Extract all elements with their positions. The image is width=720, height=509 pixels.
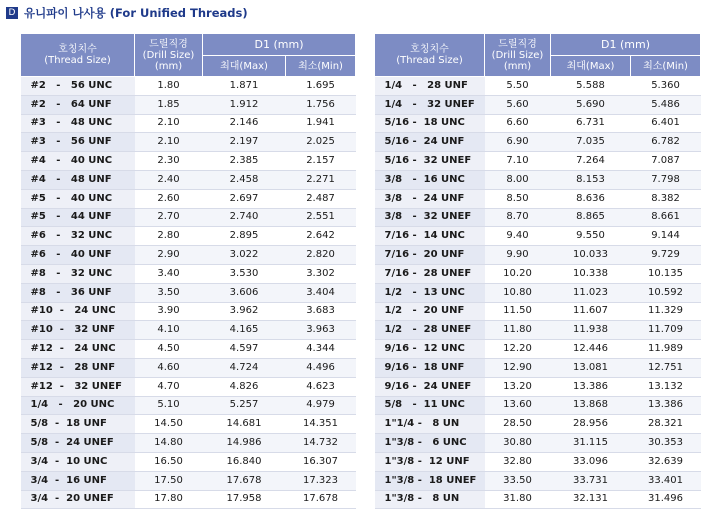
table-row <box>375 340 701 359</box>
d1-max-cell: 13.386 <box>551 377 631 396</box>
drill-size-cell: 17.80 <box>135 490 203 509</box>
page-title <box>6 4 248 22</box>
d1-min-cell: 11.709 <box>631 321 701 340</box>
drill-size-cell: 5.60 <box>485 95 551 114</box>
drill-size-cell: 2.80 <box>135 227 203 246</box>
table-row <box>21 340 356 359</box>
thread-size-cell: 1/4 - 28 UNF <box>375 77 485 96</box>
d1-max-cell: 2.146 <box>203 114 286 133</box>
d1-max-cell: 28.956 <box>551 415 631 434</box>
drill-size-cell: 6.60 <box>485 114 551 133</box>
drill-size-cell: 5.50 <box>485 77 551 96</box>
table-row <box>21 95 356 114</box>
drill-size-cell: 2.30 <box>135 152 203 171</box>
drill-size-cell: 4.70 <box>135 377 203 396</box>
d1-min-cell: 30.353 <box>631 434 701 453</box>
header-max: 최대(Max) <box>203 56 286 77</box>
table-row <box>21 227 356 246</box>
drill-size-cell: 3.90 <box>135 302 203 321</box>
table-row <box>375 415 701 434</box>
header-max: 최대(Max) <box>551 56 631 77</box>
thread-size-cell: 3/8 - 16 UNC <box>375 170 485 189</box>
thread-size-cell: 7/16 - 14 UNC <box>375 227 485 246</box>
d1-max-cell: 6.731 <box>551 114 631 133</box>
d1-min-cell: 14.351 <box>286 415 356 434</box>
table-row <box>375 434 701 453</box>
thread-size-cell: 1"3/8 - 12 UNF <box>375 452 485 471</box>
table-row <box>375 133 701 152</box>
thread-size-cell: 9/16 - 24 UNEF <box>375 377 485 396</box>
header-d1: D1 (mm) <box>551 34 701 56</box>
drill-size-cell: 4.60 <box>135 358 203 377</box>
table-row <box>21 377 356 396</box>
d1-min-cell: 1.756 <box>286 95 356 114</box>
d1-min-cell: 7.798 <box>631 170 701 189</box>
table-row <box>375 152 701 171</box>
table-row <box>375 321 701 340</box>
thread-size-cell: 1/4 - 32 UNEF <box>375 95 485 114</box>
d1-max-cell: 1.871 <box>203 77 286 96</box>
d1-min-cell: 2.271 <box>286 170 356 189</box>
d1-max-cell: 7.264 <box>551 152 631 171</box>
d1-min-cell: 11.989 <box>631 340 701 359</box>
d1-min-cell: 2.157 <box>286 152 356 171</box>
drill-size-cell: 32.80 <box>485 452 551 471</box>
d1-max-cell: 2.895 <box>203 227 286 246</box>
header-min: 최소(Min) <box>286 56 356 77</box>
d1-min-cell: 17.323 <box>286 471 356 490</box>
d1-min-cell: 6.782 <box>631 133 701 152</box>
drill-size-cell: 2.60 <box>135 189 203 208</box>
d1-min-cell: 8.382 <box>631 189 701 208</box>
table-row <box>375 170 701 189</box>
thread-size-cell: #2 - 56 UNC <box>21 77 135 96</box>
drill-size-cell: 2.70 <box>135 208 203 227</box>
d1-max-cell: 5.257 <box>203 396 286 415</box>
thread-size-cell: 3/4 - 16 UNF <box>21 471 135 490</box>
table-row <box>21 302 356 321</box>
d1-min-cell: 2.025 <box>286 133 356 152</box>
thread-size-cell: 5/8 - 24 UNEF <box>21 434 135 453</box>
thread-size-cell: 3/4 - 10 UNC <box>21 452 135 471</box>
header-drill-size: 드릴직경 (Drill Size) (mm) <box>135 34 203 77</box>
d1-min-cell: 3.963 <box>286 321 356 340</box>
table-row <box>375 189 701 208</box>
drill-size-cell: 13.20 <box>485 377 551 396</box>
drill-size-cell: 6.90 <box>485 133 551 152</box>
thread-table-left <box>20 33 356 509</box>
thread-size-cell: #8 - 36 UNF <box>21 283 135 302</box>
table-row <box>375 208 701 227</box>
d1-max-cell: 14.681 <box>203 415 286 434</box>
thread-size-cell: 5/8 - 11 UNC <box>375 396 485 415</box>
table-row <box>21 189 356 208</box>
d1-min-cell: 6.401 <box>631 114 701 133</box>
thread-size-cell: #3 - 56 UNF <box>21 133 135 152</box>
d1-max-cell: 10.338 <box>551 264 631 283</box>
thread-size-cell: 9/16 - 12 UNC <box>375 340 485 359</box>
table-row <box>21 170 356 189</box>
drill-size-cell: 2.40 <box>135 170 203 189</box>
d1-min-cell: 5.360 <box>631 77 701 96</box>
thread-size-cell: #3 - 48 UNC <box>21 114 135 133</box>
thread-size-cell: 5/16 - 18 UNC <box>375 114 485 133</box>
d1-max-cell: 3.530 <box>203 264 286 283</box>
d1-min-cell: 3.302 <box>286 264 356 283</box>
d1-max-cell: 4.165 <box>203 321 286 340</box>
header-thread-size: 호칭치수 (Thread Size) <box>375 34 485 77</box>
d1-max-cell: 4.724 <box>203 358 286 377</box>
table-row <box>21 77 356 96</box>
d1-min-cell: 3.404 <box>286 283 356 302</box>
thread-size-cell: #8 - 32 UNC <box>21 264 135 283</box>
d1-min-cell: 2.551 <box>286 208 356 227</box>
thread-size-cell: 5/8 - 18 UNF <box>21 415 135 434</box>
table-row <box>21 490 356 509</box>
drill-size-cell: 13.60 <box>485 396 551 415</box>
d1-max-cell: 2.740 <box>203 208 286 227</box>
d1-max-cell: 13.868 <box>551 396 631 415</box>
drill-size-cell: 11.50 <box>485 302 551 321</box>
drill-size-cell: 2.10 <box>135 133 203 152</box>
d1-max-cell: 2.385 <box>203 152 286 171</box>
table-row <box>375 227 701 246</box>
table-row <box>21 358 356 377</box>
d1-min-cell: 28.321 <box>631 415 701 434</box>
d1-max-cell: 11.938 <box>551 321 631 340</box>
d1-max-cell: 13.081 <box>551 358 631 377</box>
d1-min-cell: 32.639 <box>631 452 701 471</box>
thread-size-cell: 1/2 - 13 UNC <box>375 283 485 302</box>
table-row <box>375 377 701 396</box>
drill-size-cell: 3.40 <box>135 264 203 283</box>
table-row <box>21 114 356 133</box>
d1-max-cell: 7.035 <box>551 133 631 152</box>
header-thread-size: 호칭치수 (Thread Size) <box>21 34 135 77</box>
thread-size-cell: 5/16 - 32 UNEF <box>375 152 485 171</box>
d1-max-cell: 17.958 <box>203 490 286 509</box>
table-row <box>21 471 356 490</box>
thread-size-cell: 1"1/4 - 8 UN <box>375 415 485 434</box>
d1-min-cell: 33.401 <box>631 471 701 490</box>
drill-size-cell: 33.50 <box>485 471 551 490</box>
thread-size-cell: #6 - 32 UNC <box>21 227 135 246</box>
thread-size-cell: #4 - 48 UNF <box>21 170 135 189</box>
drill-size-cell: 8.00 <box>485 170 551 189</box>
table-row <box>375 95 701 114</box>
table-row <box>375 77 701 96</box>
d1-max-cell: 10.033 <box>551 246 631 265</box>
drill-size-cell: 14.50 <box>135 415 203 434</box>
header-min: 최소(Min) <box>631 56 701 77</box>
drill-size-cell: 8.70 <box>485 208 551 227</box>
drill-size-cell: 11.80 <box>485 321 551 340</box>
thread-size-cell: #2 - 64 UNF <box>21 95 135 114</box>
drill-size-cell: 3.50 <box>135 283 203 302</box>
section-marker-icon: D <box>6 7 18 19</box>
d1-min-cell: 4.979 <box>286 396 356 415</box>
d1-min-cell: 12.751 <box>631 358 701 377</box>
d1-max-cell: 31.115 <box>551 434 631 453</box>
d1-max-cell: 3.962 <box>203 302 286 321</box>
d1-min-cell: 2.487 <box>286 189 356 208</box>
d1-min-cell: 13.386 <box>631 396 701 415</box>
title-text: 유니파이 나사용 (For Unified Threads) <box>24 6 248 20</box>
d1-min-cell: 4.623 <box>286 377 356 396</box>
d1-max-cell: 12.446 <box>551 340 631 359</box>
table-row <box>375 471 701 490</box>
drill-size-cell: 16.50 <box>135 452 203 471</box>
thread-size-cell: #5 - 44 UNF <box>21 208 135 227</box>
table-row <box>375 283 701 302</box>
table-row <box>21 283 356 302</box>
d1-max-cell: 8.153 <box>551 170 631 189</box>
drill-size-cell: 9.40 <box>485 227 551 246</box>
d1-max-cell: 5.588 <box>551 77 631 96</box>
thread-size-cell: 1/4 - 20 UNC <box>21 396 135 415</box>
thread-size-cell: 5/16 - 24 UNF <box>375 133 485 152</box>
drill-size-cell: 2.90 <box>135 246 203 265</box>
table-row <box>21 246 356 265</box>
d1-max-cell: 11.607 <box>551 302 631 321</box>
drill-size-cell: 9.90 <box>485 246 551 265</box>
thread-size-cell: 7/16 - 28 UNEF <box>375 264 485 283</box>
drill-size-cell: 31.80 <box>485 490 551 509</box>
d1-max-cell: 11.023 <box>551 283 631 302</box>
d1-max-cell: 17.678 <box>203 471 286 490</box>
d1-min-cell: 11.329 <box>631 302 701 321</box>
d1-max-cell: 4.597 <box>203 340 286 359</box>
drill-size-cell: 8.50 <box>485 189 551 208</box>
thread-size-cell: 1"3/8 - 6 UNC <box>375 434 485 453</box>
thread-size-cell: 3/8 - 32 UNEF <box>375 208 485 227</box>
d1-max-cell: 3.606 <box>203 283 286 302</box>
thread-size-cell: #10 - 32 UNF <box>21 321 135 340</box>
d1-min-cell: 3.683 <box>286 302 356 321</box>
table-row <box>375 396 701 415</box>
d1-max-cell: 2.197 <box>203 133 286 152</box>
d1-max-cell: 33.096 <box>551 452 631 471</box>
d1-max-cell: 2.697 <box>203 189 286 208</box>
d1-min-cell: 5.486 <box>631 95 701 114</box>
d1-max-cell: 16.840 <box>203 452 286 471</box>
d1-min-cell: 13.132 <box>631 377 701 396</box>
drill-size-cell: 4.10 <box>135 321 203 340</box>
thread-size-cell: 3/8 - 24 UNF <box>375 189 485 208</box>
thread-size-cell: #6 - 40 UNF <box>21 246 135 265</box>
d1-min-cell: 16.307 <box>286 452 356 471</box>
thread-size-cell: #4 - 40 UNC <box>21 152 135 171</box>
drill-size-cell: 12.20 <box>485 340 551 359</box>
thread-size-cell: 9/16 - 18 UNF <box>375 358 485 377</box>
d1-max-cell: 4.826 <box>203 377 286 396</box>
thread-size-cell: #12 - 28 UNF <box>21 358 135 377</box>
drill-size-cell: 1.80 <box>135 77 203 96</box>
d1-min-cell: 17.678 <box>286 490 356 509</box>
d1-max-cell: 2.458 <box>203 170 286 189</box>
d1-min-cell: 31.496 <box>631 490 701 509</box>
table-row <box>21 264 356 283</box>
thread-size-cell: 7/16 - 20 UNF <box>375 246 485 265</box>
table-row <box>21 321 356 340</box>
d1-min-cell: 2.642 <box>286 227 356 246</box>
d1-min-cell: 10.135 <box>631 264 701 283</box>
thread-size-cell: 1/2 - 28 UNEF <box>375 321 485 340</box>
table-row <box>21 434 356 453</box>
d1-min-cell: 1.695 <box>286 77 356 96</box>
table-row <box>375 246 701 265</box>
table-row <box>375 490 701 509</box>
drill-size-cell: 28.50 <box>485 415 551 434</box>
drill-size-cell: 1.85 <box>135 95 203 114</box>
drill-size-cell: 4.50 <box>135 340 203 359</box>
drill-size-cell: 5.10 <box>135 396 203 415</box>
d1-max-cell: 8.865 <box>551 208 631 227</box>
d1-min-cell: 1.941 <box>286 114 356 133</box>
d1-max-cell: 3.022 <box>203 246 286 265</box>
drill-size-cell: 2.10 <box>135 114 203 133</box>
d1-max-cell: 8.636 <box>551 189 631 208</box>
drill-size-cell: 10.20 <box>485 264 551 283</box>
drill-size-cell: 30.80 <box>485 434 551 453</box>
table-row <box>21 415 356 434</box>
thread-size-cell: 1"3/8 - 8 UN <box>375 490 485 509</box>
table-row <box>21 452 356 471</box>
thread-size-cell: 3/4 - 20 UNEF <box>21 490 135 509</box>
header-drill-size: 드릴직경 (Drill Size) (mm) <box>485 34 551 77</box>
d1-max-cell: 9.550 <box>551 227 631 246</box>
d1-min-cell: 14.732 <box>286 434 356 453</box>
d1-min-cell: 4.344 <box>286 340 356 359</box>
drill-size-cell: 17.50 <box>135 471 203 490</box>
d1-max-cell: 1.912 <box>203 95 286 114</box>
drill-size-cell: 12.90 <box>485 358 551 377</box>
d1-min-cell: 4.496 <box>286 358 356 377</box>
thread-size-cell: #10 - 24 UNC <box>21 302 135 321</box>
thread-size-cell: 1"3/8 - 18 UNEF <box>375 471 485 490</box>
table-row <box>375 264 701 283</box>
d1-min-cell: 2.820 <box>286 246 356 265</box>
d1-min-cell: 7.087 <box>631 152 701 171</box>
thread-size-cell: 1/2 - 20 UNF <box>375 302 485 321</box>
d1-min-cell: 8.661 <box>631 208 701 227</box>
d1-max-cell: 14.986 <box>203 434 286 453</box>
table-row <box>21 133 356 152</box>
thread-table-right <box>374 33 701 509</box>
d1-max-cell: 32.131 <box>551 490 631 509</box>
table-row <box>375 302 701 321</box>
table-row <box>21 396 356 415</box>
d1-max-cell: 5.690 <box>551 95 631 114</box>
header-d1: D1 (mm) <box>203 34 356 56</box>
table-row <box>21 152 356 171</box>
thread-size-cell: #12 - 32 UNEF <box>21 377 135 396</box>
d1-min-cell: 9.729 <box>631 246 701 265</box>
d1-min-cell: 10.592 <box>631 283 701 302</box>
thread-size-cell: #5 - 40 UNC <box>21 189 135 208</box>
table-row <box>375 358 701 377</box>
thread-size-cell: #12 - 24 UNC <box>21 340 135 359</box>
drill-size-cell: 7.10 <box>485 152 551 171</box>
table-row <box>21 208 356 227</box>
table-row <box>375 114 701 133</box>
d1-max-cell: 33.731 <box>551 471 631 490</box>
d1-min-cell: 9.144 <box>631 227 701 246</box>
table-row <box>375 452 701 471</box>
drill-size-cell: 10.80 <box>485 283 551 302</box>
drill-size-cell: 14.80 <box>135 434 203 453</box>
